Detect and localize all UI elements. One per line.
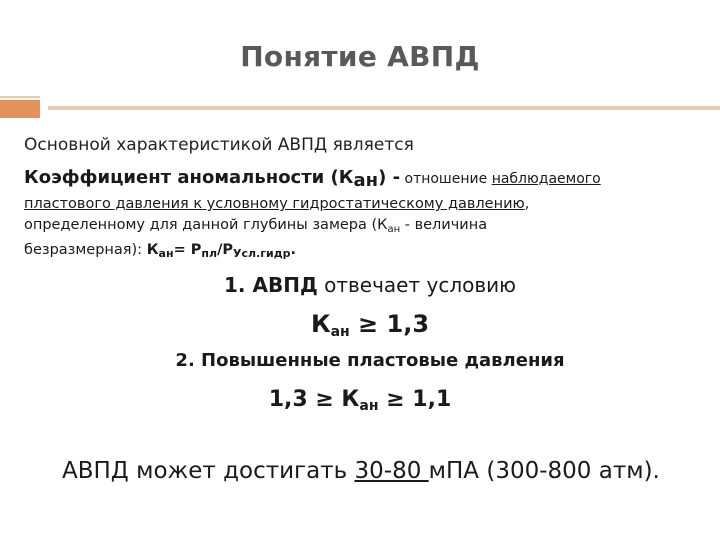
coefficient-desc: отношение [400, 171, 492, 187]
condition-2-formula-start: 1,3 ≥ К [268, 387, 360, 412]
formula-u-sub: Усл.гидр [233, 247, 291, 260]
para-line3: безразмерная): [24, 242, 147, 258]
final-start: АВПД может достигать [62, 458, 355, 484]
formula-p-sub: пл [201, 247, 218, 260]
intro-text: Основной характеристикой АВПД является [24, 135, 414, 155]
coefficient-close: ) - [378, 167, 401, 188]
para-line2-end: - величина [400, 217, 488, 233]
accent-line [48, 106, 720, 110]
condition-1 [0, 273, 720, 297]
condition-2-formula [0, 387, 720, 414]
condition-1-formula-rest: ≥ 1,3 [349, 310, 430, 338]
condition-1-formula-k: К [310, 310, 331, 338]
condition-2-formula-sub: ан [359, 398, 379, 414]
definition-paragraph [24, 194, 694, 264]
coefficient-subscript: ан [353, 170, 379, 191]
formula-k: К [146, 242, 159, 258]
accent-square [0, 100, 40, 118]
final-underlined: 30-80 [354, 458, 429, 484]
accent-line-left [0, 96, 40, 98]
para-line2-sub: ан [387, 224, 401, 235]
condition-1-formula-sub: ан [330, 324, 350, 340]
condition-2: 2. Повышенные пластовые давления [175, 350, 565, 371]
para-line1-underlined: пластового давления к условному гидростатическому давлению [24, 196, 525, 212]
condition-1-formula [0, 310, 720, 340]
formula-eq: = Р [173, 242, 202, 258]
condition-1-bold: 1. АВПД [224, 273, 318, 297]
condition-2-formula-rest: ≥ 1,1 [378, 387, 452, 412]
para-line1-end: , [524, 196, 530, 212]
final-statement [62, 458, 660, 484]
para-line2: определенному для данной глубины замера (К [24, 217, 388, 233]
coefficient-line [24, 167, 601, 191]
slide-title: Понятие АВПД [240, 40, 480, 73]
formula-end: . [290, 242, 296, 258]
condition-1-rest: отвечает условию [317, 273, 516, 297]
coefficient-desc-underlined: наблюдаемого [491, 171, 601, 187]
formula-div: /Р [217, 242, 234, 258]
formula-k-sub: ан [158, 247, 174, 260]
final-end: мПА (300-800 атм). [428, 458, 660, 484]
coefficient-name: Коэффициент аномальности (К [24, 167, 354, 188]
